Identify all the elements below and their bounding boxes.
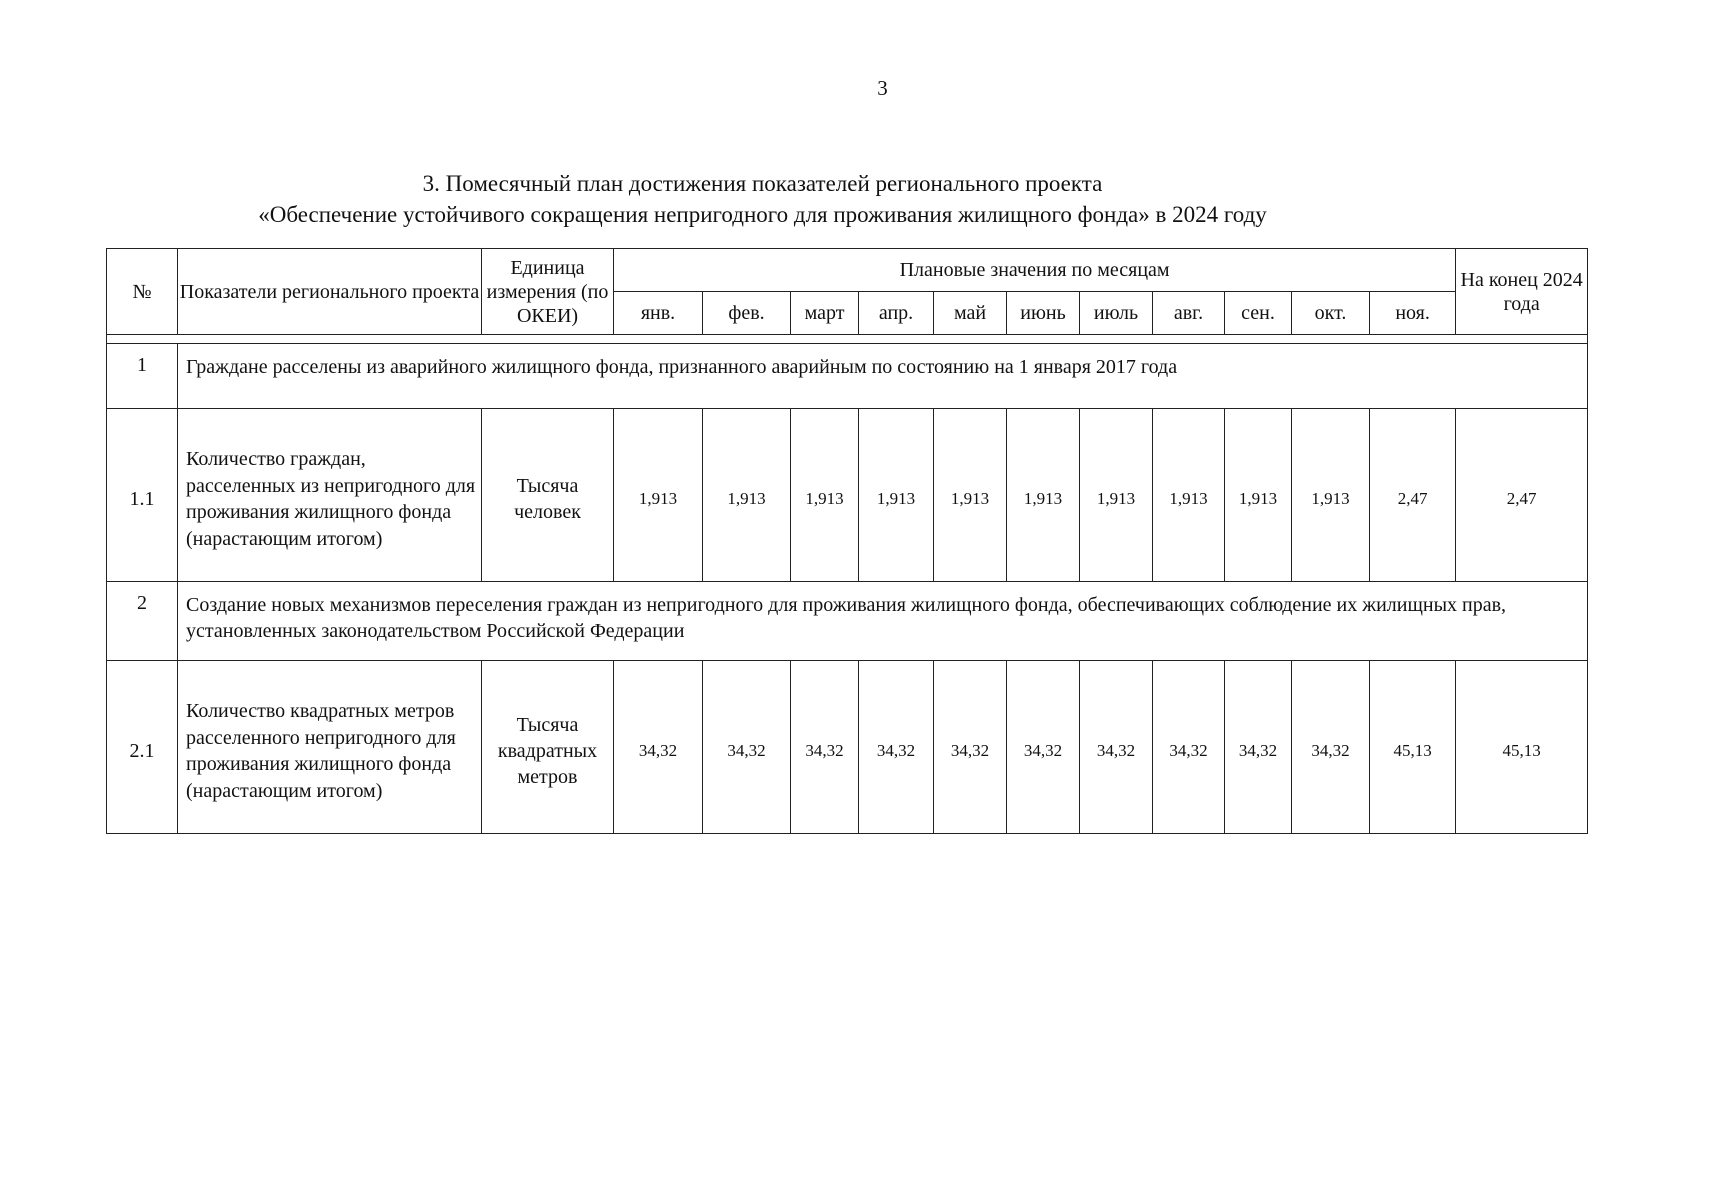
- month-value: 2,47: [1370, 409, 1456, 582]
- month-value: 34,32: [1225, 661, 1292, 834]
- header-month: сен.: [1225, 292, 1292, 335]
- month-value: 1,913: [859, 409, 934, 582]
- month-value: 1,913: [1153, 409, 1225, 582]
- spacer-cell: [107, 335, 1588, 344]
- page-number: 3: [877, 76, 888, 100]
- month-value: 1,913: [614, 409, 703, 582]
- header-month: ноя.: [1370, 292, 1456, 335]
- spacer-row: [107, 335, 1588, 344]
- section-row-1: [107, 344, 1588, 409]
- section-number: 2: [107, 582, 178, 661]
- header-month: авг.: [1153, 292, 1225, 335]
- row-number: 2.1: [107, 661, 178, 834]
- header-indicator: Показатели регионального проекта: [178, 249, 482, 335]
- row-number: 1.1: [107, 409, 178, 582]
- month-value: 34,32: [1007, 661, 1080, 834]
- month-value: 1,913: [791, 409, 859, 582]
- document-title: [0, 168, 1525, 230]
- section-row-2: [107, 582, 1588, 661]
- month-value: 1,913: [1007, 409, 1080, 582]
- month-value: 1,913: [1080, 409, 1153, 582]
- end-of-year-value: 2,47: [1456, 409, 1588, 582]
- month-value: 1,913: [1225, 409, 1292, 582]
- header-row: [107, 249, 1588, 292]
- header-month: март: [791, 292, 859, 335]
- month-value: 34,32: [1153, 661, 1225, 834]
- header-month: апр.: [859, 292, 934, 335]
- header-month: июнь: [1007, 292, 1080, 335]
- month-value: 34,32: [791, 661, 859, 834]
- end-of-year-value: 45,13: [1456, 661, 1588, 834]
- month-value: 1,913: [934, 409, 1007, 582]
- section-number: 1: [107, 344, 178, 409]
- month-value: 34,32: [859, 661, 934, 834]
- unit-cell: Тысяча человек: [482, 409, 614, 582]
- month-value: 34,32: [1080, 661, 1153, 834]
- month-value: 34,32: [934, 661, 1007, 834]
- month-value: 34,32: [1292, 661, 1370, 834]
- monthly-plan-table: [106, 248, 1588, 834]
- table-row: [107, 661, 1588, 834]
- month-value: 34,32: [614, 661, 703, 834]
- header-number: №: [107, 249, 178, 335]
- month-value: 1,913: [703, 409, 791, 582]
- header-month: фев.: [703, 292, 791, 335]
- unit-cell: Тысяча квадратных метров: [482, 661, 614, 834]
- header-end-of-year: На конец 2024 года: [1456, 249, 1588, 335]
- table-row: [107, 409, 1588, 582]
- header-month: май: [934, 292, 1007, 335]
- header-month: июль: [1080, 292, 1153, 335]
- title-line-2: «Обеспечение устойчивого сокращения непригодного для проживания жилищного фонда» в 2024 году: [258, 202, 1267, 227]
- section-title: Создание новых механизмов переселения граждан из непригодного для проживания жилищного фонда, обеспечивающих соблюдение их жилищных прав, установленных законодательством Российской Федерации: [178, 582, 1588, 661]
- indicator-name: Количество граждан, расселенных из непригодного для проживания жилищного фонда (нарастающим итогом): [178, 409, 482, 582]
- header-unit: Единица измерения (по ОКЕИ): [482, 249, 614, 335]
- title-line-1: 3. Помесячный план достижения показателей регионального проекта: [422, 171, 1103, 196]
- header-month: янв.: [614, 292, 703, 335]
- month-value: 45,13: [1370, 661, 1456, 834]
- month-value: 34,32: [703, 661, 791, 834]
- header-planned-values: Плановые значения по месяцам: [614, 249, 1456, 292]
- section-title: Граждане расселены из аварийного жилищного фонда, признанного аварийным по состоянию на 1 января 2017 года: [178, 344, 1588, 409]
- header-month: окт.: [1292, 292, 1370, 335]
- indicator-name: Количество квадратных метров расселенного непригодного для проживания жилищного фонда (нарастающим итогом): [178, 661, 482, 834]
- month-value: 1,913: [1292, 409, 1370, 582]
